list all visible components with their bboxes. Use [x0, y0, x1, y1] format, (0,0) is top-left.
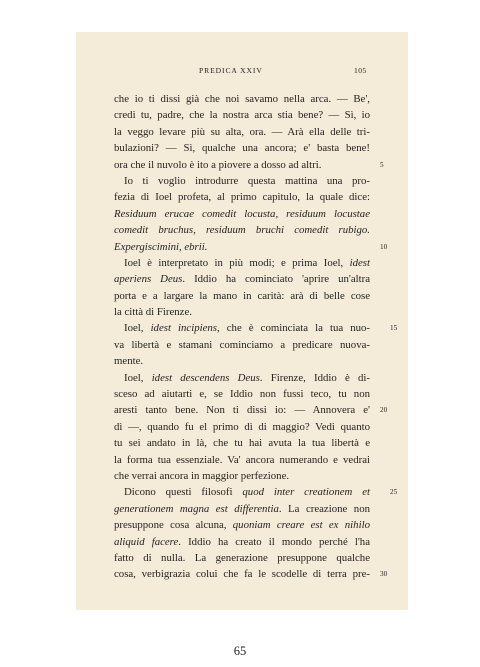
text-line [114, 452, 370, 468]
text-line [114, 157, 384, 173]
text-line [114, 255, 370, 271]
text-line [114, 419, 370, 435]
text-line-content: presuppone cosa alcuna, quoniam creare est ex nihilo [114, 519, 370, 532]
text-line-content: aperiens Deus. Iddio ha cominciato 'aprire un'altra [114, 273, 371, 286]
text-line-content: mente. [114, 355, 144, 368]
text-line-content: la forma tua essenziale. Va' ancora numerando e vedrai [114, 453, 370, 466]
latin-phrase: quod inter creationem et [242, 486, 370, 499]
text-line [114, 140, 370, 156]
text-line-content: cosa, verbigrazia colui che fa le scodelle di terra pre- [114, 568, 370, 581]
text-line-content: che verrai ancora in maggior perfezione. [114, 469, 290, 482]
book-page-number: 105 [354, 66, 367, 75]
latin-phrase: idest [349, 256, 370, 269]
line-number: 30 [380, 570, 388, 579]
text-line [114, 435, 370, 451]
text-line [114, 517, 370, 533]
text-line [114, 320, 398, 336]
text-line-content: Io ti voglio introdurre questa mattina una pro- [124, 174, 370, 187]
text-line-content: Ioel, idest descendens Deus. Firenze, Iddio è di- [124, 371, 370, 384]
line-number: 25 [390, 488, 398, 497]
text-line [114, 353, 370, 369]
text-line-content: fezia di Ioel profeta, al primo capitulo, la quale dice: [114, 191, 370, 204]
text-line-content: sceso ad aiutarti e, se Iddio non fussi teco, tu non [114, 388, 370, 401]
text-line [114, 304, 370, 320]
text-line [114, 337, 370, 353]
text-line-content: la veggo levare più su alta, ora. — Arà ella delle tri- [114, 125, 370, 138]
text-line [114, 91, 370, 107]
text-line [114, 386, 370, 402]
text-line-content: Expergiscimini, ebrii. [114, 240, 208, 253]
text-line-content: Dicono questi filosofi quod inter creationem et [124, 486, 370, 499]
text-line [114, 189, 370, 205]
text-line [114, 271, 370, 287]
latin-phrase: idest incipiens [150, 322, 217, 335]
text-line-content: aliquid facere. Iddio ha creato il mondo perché l'ha [114, 535, 370, 548]
body-text [114, 91, 398, 583]
text-line [114, 566, 388, 582]
text-line-content: credi tu, padre, che la nostra arca stia bene? — Sì, io [114, 109, 370, 122]
latin-phrase: aperiens Deus [114, 273, 183, 286]
latin-phrase: aliquid facere [114, 535, 179, 548]
text-line-content: fatto di nulla. La generazione presuppone qualche [114, 551, 370, 564]
line-number: 15 [390, 324, 398, 333]
text-line-content: tu sei andato in là, che tu hai avuta la tua libertà e [114, 437, 370, 450]
text-line-content: la città di Firenze. [114, 306, 192, 319]
text-line-content: comedit bruchus, residuum bruchi comedit rubigo. [114, 224, 370, 237]
text-line-content: va libertà e stamani cominciamo a predicare nuova- [114, 338, 370, 351]
text-line [114, 402, 388, 418]
text-line-content: bulazioni? — Sì, qualche una ancora; e' basta bene! [114, 142, 370, 155]
text-line-content: aresti tanto bene. Non ti dissi io: — Annovera e' [114, 404, 370, 417]
text-line [114, 484, 398, 500]
text-line-content: Ioel è interpretato in più modi; e prima Ioel, idest [124, 256, 370, 269]
text-line [114, 534, 370, 550]
folio-number: 65 [233, 644, 247, 658]
text-line-content: Residuum erucae comedit locusta, residuum locustae [114, 207, 370, 220]
text-line-content: che io ti dissi già che noi savamo nella arca. — Be', [114, 93, 370, 105]
line-number: 10 [380, 242, 388, 251]
line-number: 20 [380, 406, 388, 415]
text-line-content: dì —, quando fu el primo dì di maggio? Vedi quanto [114, 420, 370, 433]
running-head [76, 66, 408, 80]
text-line [114, 124, 370, 140]
line-number: 5 [380, 160, 384, 169]
text-line [114, 206, 370, 222]
latin-phrase: generationem magna est differentia [114, 502, 279, 515]
latin-phrase: idest descendens Deus [151, 371, 260, 384]
text-line [114, 173, 370, 189]
text-line [114, 107, 370, 123]
text-line [114, 370, 370, 386]
text-line-content: Ioel, idest incipiens, che è cominciata la tua nuo- [124, 322, 370, 335]
text-line [114, 288, 370, 304]
text-line-content: generationem magna est differentia. La creazione non [114, 502, 370, 515]
text-line [114, 550, 370, 566]
text-line [114, 239, 388, 255]
text-line-content: porta e a largare la mano in carità: arà di belle cose [114, 289, 370, 302]
text-line [114, 501, 370, 517]
text-line-content: ora che il nuvolo è ito a piovere a dosso ad altri. [114, 158, 322, 171]
running-title: PREDICA XXIV [199, 66, 263, 75]
latin-phrase: quoniam creare est ex nihilo [232, 519, 370, 532]
text-line [114, 222, 370, 238]
text-line [114, 468, 370, 484]
